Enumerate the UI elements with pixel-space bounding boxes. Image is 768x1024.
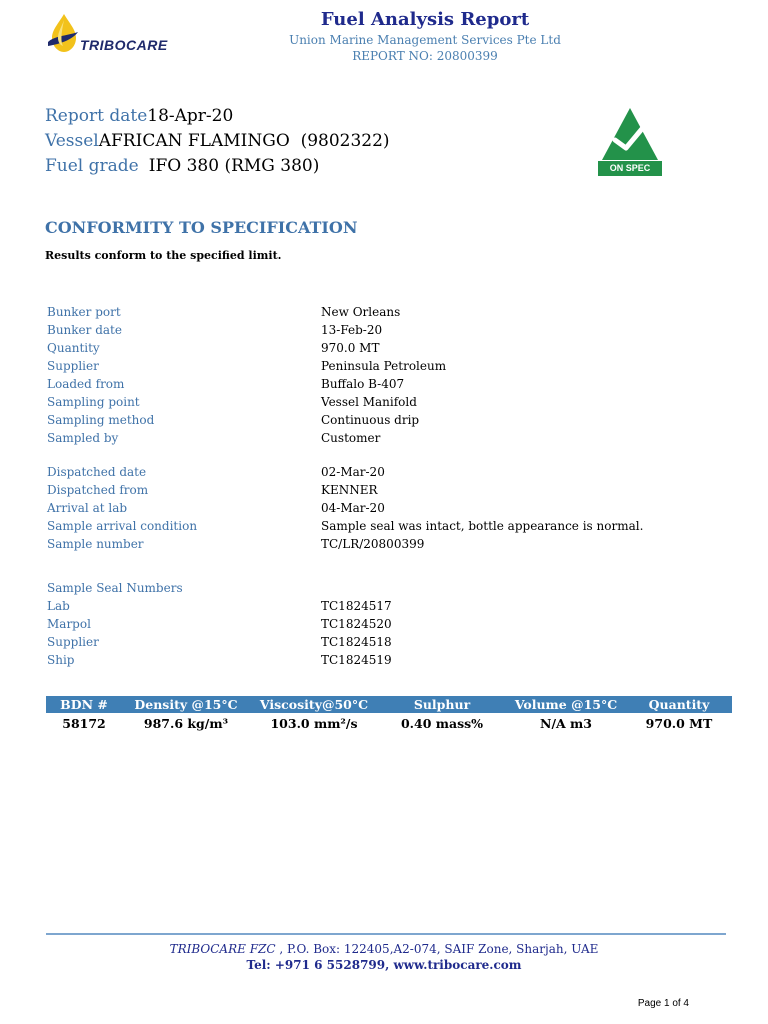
detail-label: Bunker port [47, 305, 121, 319]
seal-numbers-title: Sample Seal Numbers [47, 581, 183, 595]
on-spec-label: ON SPEC [598, 161, 662, 176]
seal-label: Supplier [47, 635, 99, 649]
detail-label: Supplier [47, 359, 99, 373]
detail-value: 04-Mar-20 [321, 501, 385, 515]
detail-label: Sampled by [47, 431, 119, 445]
detail-label: Sampling point [47, 395, 140, 409]
logo-text: TRIBOCARE [80, 37, 168, 53]
detail-label: Arrival at lab [47, 501, 128, 515]
detail-label: Sampling method [47, 413, 155, 427]
results-table [46, 696, 732, 733]
table-cell: N/A m3 [540, 715, 592, 731]
seal-label: Marpol [47, 617, 91, 631]
table-cell: 0.40 mass% [400, 715, 484, 731]
on-spec-badge [598, 106, 662, 176]
detail-value: Peninsula Petroleum [321, 359, 447, 373]
vessel-label: Vessel [45, 131, 99, 151]
column-header: Sulphur [378, 696, 506, 713]
footer-address: , P.O. Box: 122405,A2-074, SAIF Zone, Sharjah, UAE [275, 942, 599, 956]
detail-value: Continuous drip [321, 413, 420, 427]
vessel-row [45, 129, 390, 154]
detail-value: Customer [321, 431, 381, 445]
detail-value: TC/LR/20800399 [321, 537, 425, 551]
column-header: Volume @15°C [506, 696, 626, 713]
fuel-grade-row [45, 154, 390, 179]
report-date-value: 18-Apr-20 [147, 106, 234, 126]
detail-value: New Orleans [321, 305, 401, 319]
detail-value: Vessel Manifold [321, 395, 417, 409]
detail-value: 02-Mar-20 [321, 465, 385, 479]
detail-value: 13-Feb-20 [321, 323, 383, 337]
seal-value: TC1824519 [321, 653, 392, 667]
report-summary [45, 104, 390, 179]
detail-label: Loaded from [47, 377, 125, 391]
report-date-row [45, 104, 390, 129]
detail-label: Dispatched from [47, 483, 149, 497]
footer-company: TRIBOCARE FZC [169, 942, 276, 956]
tribocare-logo [44, 12, 184, 60]
table-cell: 987.6 kg/m³ [143, 715, 229, 731]
table-cell: 970.0 MT [645, 715, 713, 731]
footer-address-line [0, 941, 768, 957]
detail-label: Sample number [47, 537, 144, 551]
table-header-row [46, 696, 732, 713]
footer-divider [46, 933, 726, 935]
drop-logo-icon [44, 12, 84, 56]
detail-label: Quantity [47, 341, 100, 355]
page-number: Page 1 of 4 [637, 998, 689, 1009]
detail-value: Sample seal was intact, bottle appearance is normal. [321, 519, 644, 533]
seal-label: Ship [47, 653, 75, 667]
detail-value: KENNER [321, 483, 378, 497]
fuel-grade-value: IFO 380 (RMG 380) [148, 156, 320, 176]
detail-label: Dispatched date [47, 465, 147, 479]
table-cell: 103.0 mm²/s [270, 715, 358, 731]
seal-value: TC1824517 [321, 599, 392, 613]
vessel-value: AFRICAN FLAMINGO (9802322) [98, 131, 390, 151]
column-header: Viscosity@50°C [250, 696, 378, 713]
conformity-text: Results conform to the specified limit. [45, 249, 282, 262]
table-cell: 58172 [62, 715, 106, 731]
footer [0, 941, 768, 973]
report-title: Fuel Analysis Report [320, 9, 530, 30]
footer-contact: Tel: +971 6 5528799, www.tribocare.com [246, 958, 522, 972]
detail-value: 970.0 MT [321, 341, 380, 355]
table-row [46, 713, 732, 733]
column-header: Density @15°C [122, 696, 250, 713]
detail-value: Buffalo B-407 [321, 377, 405, 391]
column-header: Quantity [626, 696, 732, 713]
detail-label: Bunker date [47, 323, 122, 337]
seal-label: Lab [47, 599, 70, 613]
detail-label: Sample arrival condition [47, 519, 198, 533]
report-number: REPORT NO: 20800399 [352, 49, 498, 63]
seal-value: TC1824520 [321, 617, 392, 631]
report-date-label: Report date [45, 106, 148, 126]
checkmark-triangle-icon [598, 106, 662, 162]
column-header: BDN # [46, 696, 122, 713]
seal-value: TC1824518 [321, 635, 392, 649]
company-name: Union Marine Management Services Pte Ltd [289, 33, 561, 47]
conformity-title: CONFORMITY TO SPECIFICATION [45, 218, 358, 237]
report-header [240, 8, 610, 64]
fuel-grade-label: Fuel grade [45, 156, 139, 176]
